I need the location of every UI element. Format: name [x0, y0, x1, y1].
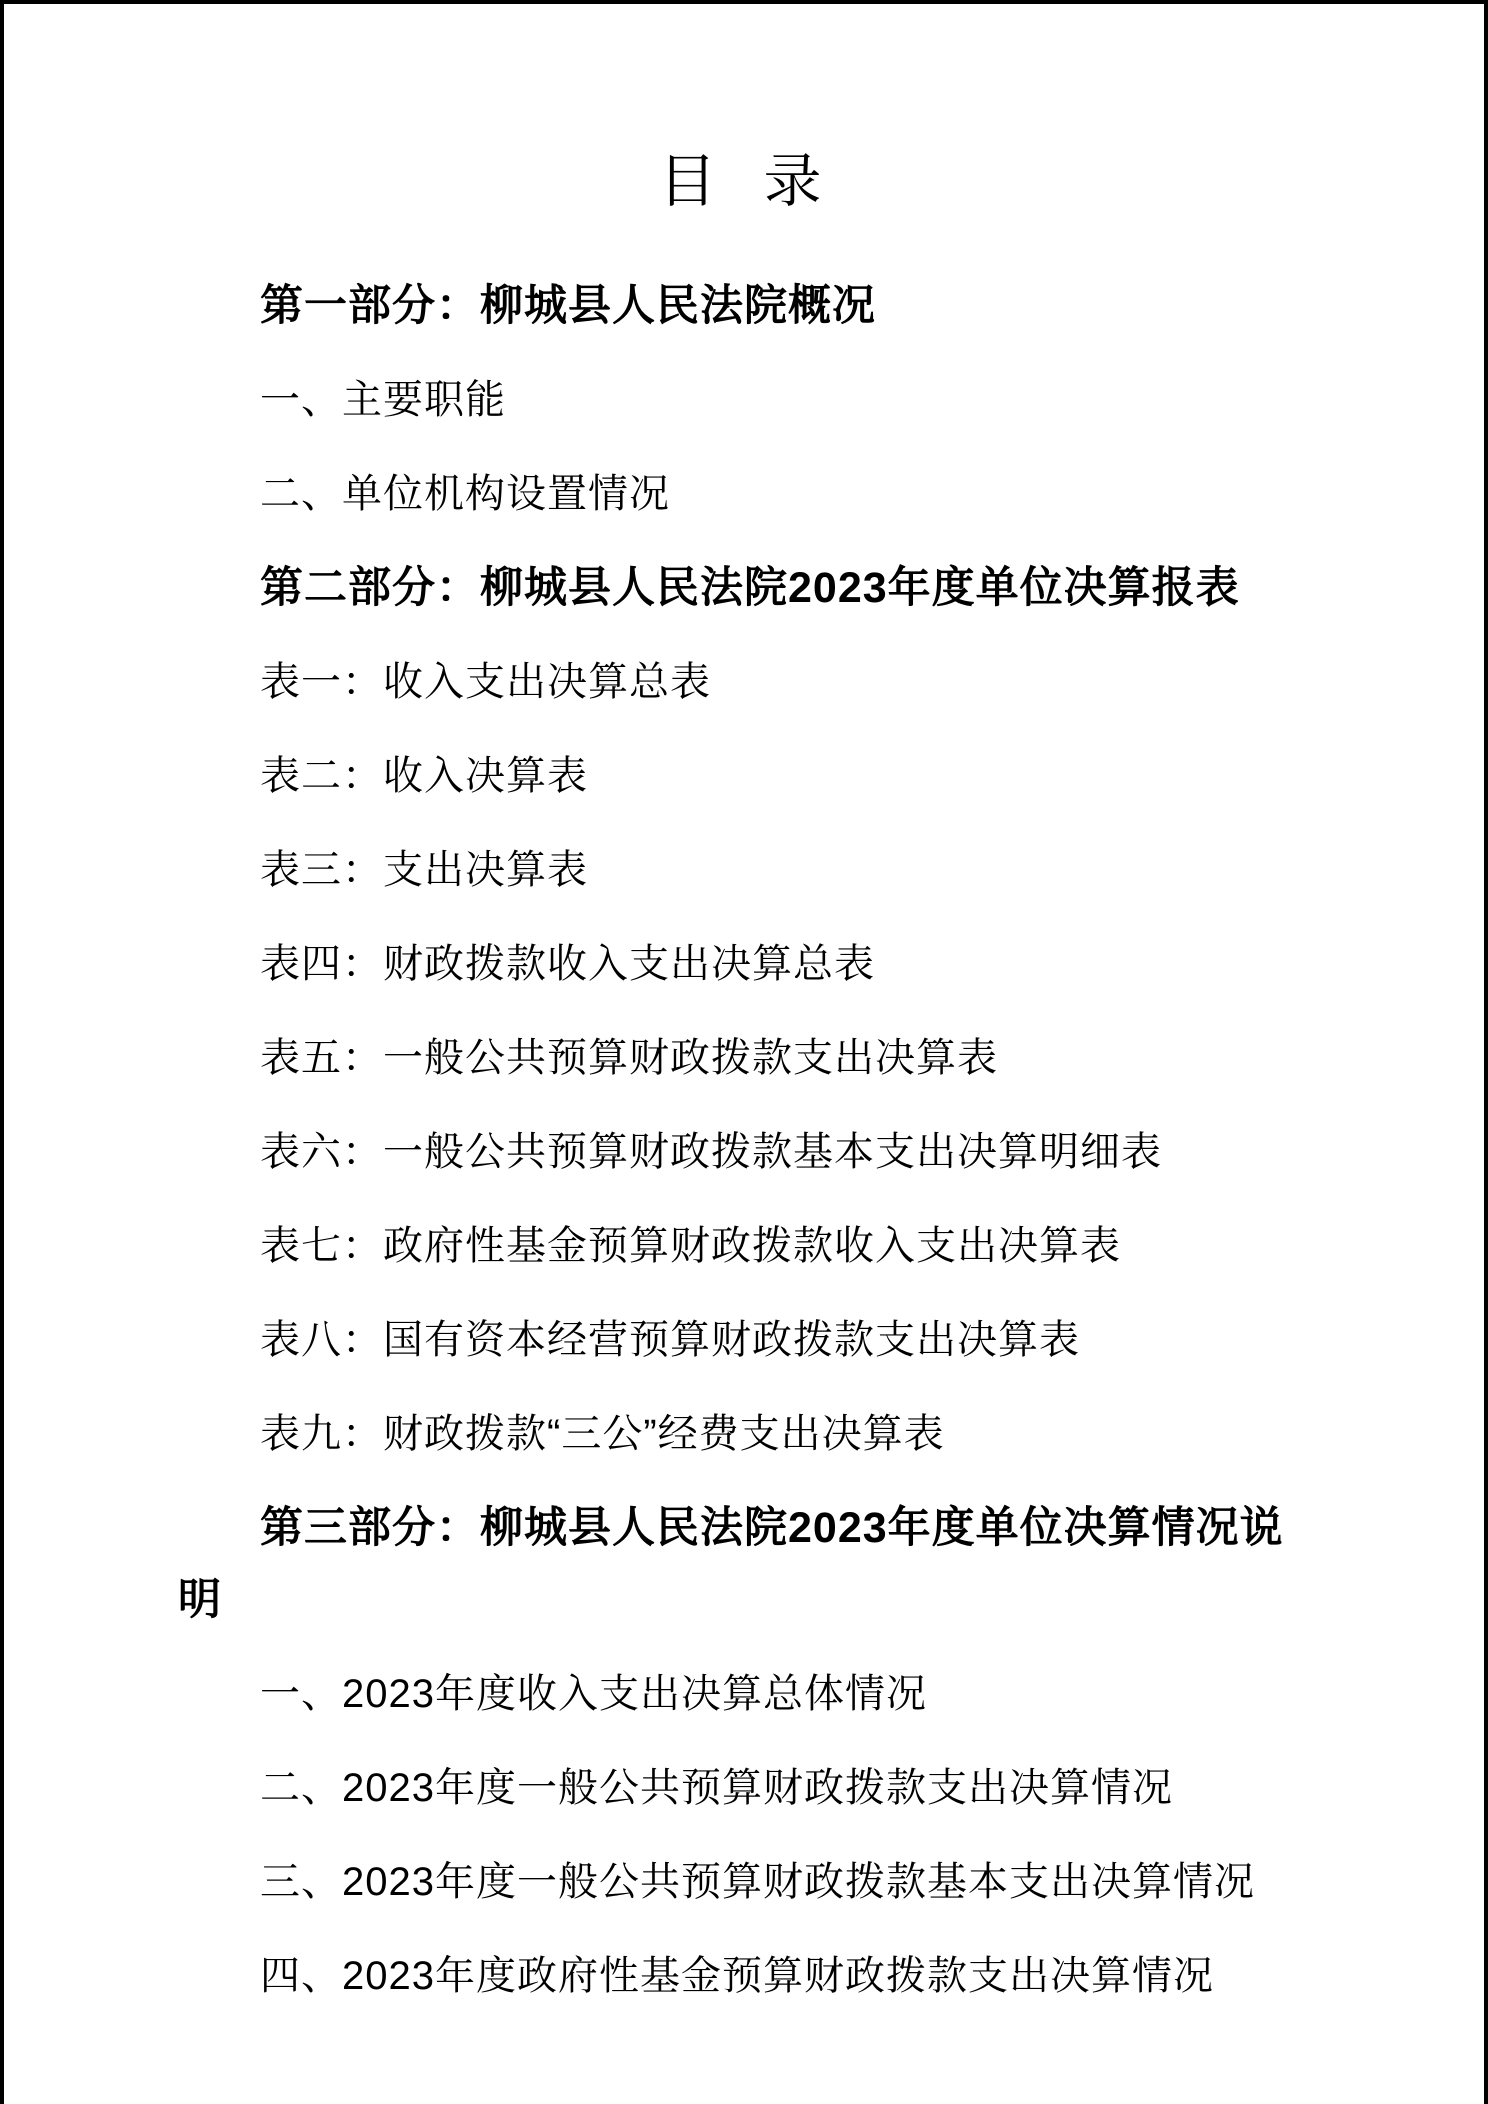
toc-item-table-4: 表四：财政拨款收入支出决算总表 [260, 942, 875, 986]
toc-item-gov-fund-budget-expenditure: 四、2023年度政府性基金预算财政拨款支出决算情况 [260, 1954, 1214, 1998]
toc-item-table-9: 表九：财政拨款“三公”经费支出决算表 [260, 1412, 945, 1456]
toc-item-table-1: 表一：收入支出决算总表 [260, 660, 711, 704]
toc-item-table-2: 表二：收入决算表 [260, 754, 588, 798]
toc-section-3-heading-line1: 第三部分：柳城县人民法院2023年度单位决算情况说 [260, 1504, 1284, 1552]
table-of-contents [178, 270, 1308, 2012]
toc-section-3-heading [178, 1492, 1308, 1636]
toc-section-3-heading-line2: 明 [178, 1576, 222, 1624]
toc-item-table-5: 表五：一般公共预算财政拨款支出决算表 [260, 1036, 998, 1080]
toc-section-1-heading: 第一部分：柳城县人民法院概况 [260, 282, 876, 330]
toc-item-table-6: 表六：一般公共预算财政拨款基本支出决算明细表 [260, 1130, 1162, 1174]
toc-item-general-budget-expenditure: 二、2023年度一般公共预算财政拨款支出决算情况 [260, 1766, 1173, 1810]
toc-item-table-8: 表八：国有资本经营预算财政拨款支出决算表 [260, 1318, 1080, 1362]
toc-item-main-functions: 一、主要职能 [260, 378, 506, 422]
toc-item-general-budget-basic-expenditure: 三、2023年度一般公共预算财政拨款基本支出决算情况 [260, 1860, 1255, 1904]
page-title: 目 录 [658, 149, 828, 214]
toc-item-table-7: 表七：政府性基金预算财政拨款收入支出决算表 [260, 1224, 1121, 1268]
toc-item-org-structure: 二、单位机构设置情况 [260, 472, 670, 516]
toc-item-overall-revenue-expenditure: 一、2023年度收入支出决算总体情况 [260, 1672, 927, 1716]
toc-item-table-3: 表三：支出决算表 [260, 848, 588, 892]
toc-section-2-heading: 第二部分：柳城县人民法院2023年度单位决算报表 [260, 564, 1240, 612]
